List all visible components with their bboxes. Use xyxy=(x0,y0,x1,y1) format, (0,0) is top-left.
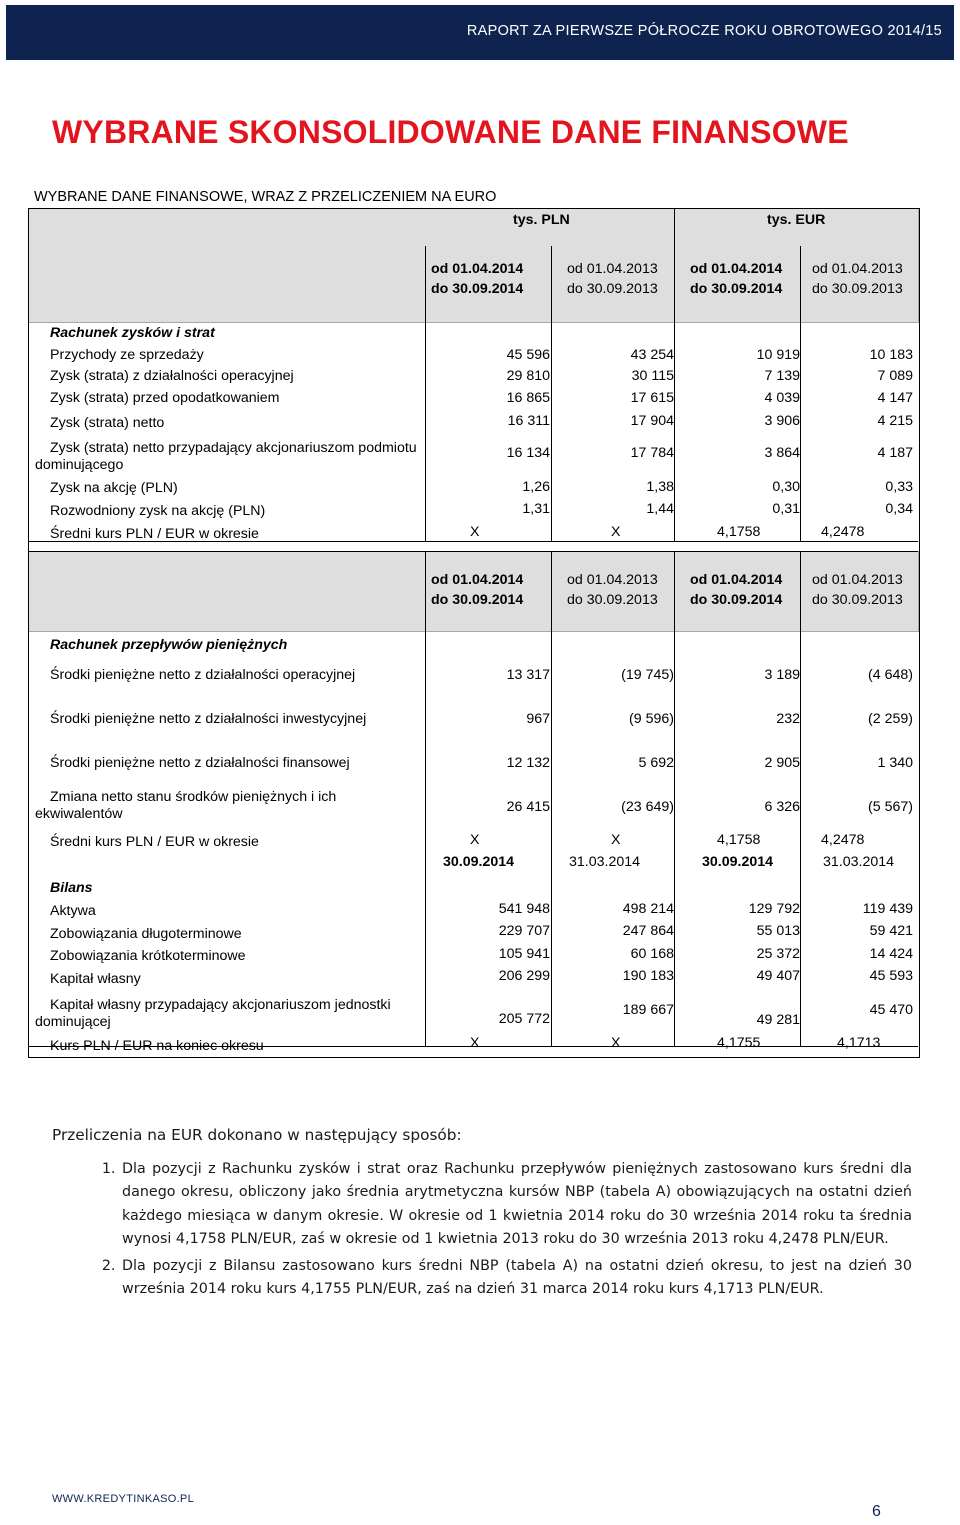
period-header-1: od 01.04.2014 do 30.09.2014 xyxy=(431,261,524,297)
report-title: RAPORT ZA PIERWSZE PÓŁROCZE ROKU OBROTOWEGO 2014/15 xyxy=(466,23,942,39)
balance-date-3: 30.09.2014 xyxy=(702,854,774,870)
conversion-notes xyxy=(52,1126,912,1306)
cashflow-heading: Rachunek przepływów pieniężnych xyxy=(50,637,288,653)
page-number: 6 xyxy=(872,1503,881,1520)
period-header-1: od 01.04.2014 do 30.09.2014 xyxy=(431,572,524,608)
balance-date-4: 31.03.2014 xyxy=(823,854,895,870)
footer-url[interactable]: WWW.KREDYTINKASO.PL xyxy=(52,1493,194,1505)
list-item: 2. Dla pozycji z Bilansu zastosowano kurs średni NBP (tabela A) na ostatni dzień okresu, to jest na dzień 30 września 2014 roku kurs 4,1755 PLN/EUR, zaś na dzień 31 marca 2014 roku kurs 4,1713 PLN/EUR. xyxy=(120,1255,912,1302)
period-header-3: od 01.04.2014 do 30.09.2014 xyxy=(690,572,783,608)
currency-header-pln: tys. PLN xyxy=(513,212,570,228)
balance-heading: Bilans xyxy=(50,880,93,896)
page-title: WYBRANE SKONSOLIDOWANE DANE FINANSOWE xyxy=(52,114,849,150)
period-header-2: od 01.04.2013 do 30.09.2013 xyxy=(567,261,658,297)
balance-date-2: 31.03.2014 xyxy=(569,854,641,870)
table-title: WYBRANE DANE FINANSOWE, WRAZ Z PRZELICZENIEM NA EURO xyxy=(34,189,497,205)
income-heading: Rachunek zysków i strat xyxy=(50,325,215,341)
notes-intro: Przeliczenia na EUR dokonano w następujący sposób: xyxy=(52,1126,462,1144)
period-header-3: od 01.04.2014 do 30.09.2014 xyxy=(690,261,783,297)
balance-date-1: 30.09.2014 xyxy=(443,854,515,870)
period-header-4: od 01.04.2013 do 30.09.2013 xyxy=(812,572,903,608)
period-header-4: od 01.04.2013 do 30.09.2013 xyxy=(812,261,903,297)
list-item: 1. Dla pozycji z Rachunku zysków i strat oraz Rachunku przepływów pieniężnych zastosowano kurs średni dla danego okresu, obliczony jako średnia arytmetyczna kursów NBP (tabela A) obowiązujących na ostatni dzień każdego miesiąca w danym okresie. W okresie od 1 kwietnia 2014 roku do 30 września 2014 roku ta średnia wynosi 4,1758 PLN/EUR, zaś w okresie od 1 kwietnia 2013 roku do 30 września 2013 roku 4,2478 PLN/EUR. xyxy=(120,1158,912,1251)
notes-list xyxy=(52,1158,912,1302)
financial-data-table: tys. PLN tys. EUR od 01.04.2014 do 30.09.2014 od 01.04.2013 do 30.09.2013 od 01.04.2014 do 30.09.2014 od 01.04.2013 do 30.09.2013 Rachunek zysków i strat Przychody ze sprzedaży 45 596 43 254 10 919 10 183 Zysk (strata) z działalności operacyjnej 29 810 30 115 7 139 7 089 Zysk (strata) przed opodatkowaniem 16 865 17 615 4 039 4 147 Zysk (strata) netto 16 311 17 904 3 906 4 215 Zysk (strata) netto przypadający akcjonariuszom podmiotu dominującego 16 134 17 784 3 864 4 187 Zysk na akcję (PLN) 1,26 1,38 0,30 0,33 Rozwodniony zysk na akcję (PLN) 1,31 1,44 0,31 0,34 Średni kurs PLN / EUR w okresie X X 4,1758 4,2478 od 01.04.2014 do 30.09.2014 od 01.04.2013 do 30.09.2013 od 01.04.2014 do 30.09.2014 od 01.04.2013 do 30.09.2013 Rachunek przepływów pieniężnych Środki pieniężne netto z działalności operacyjnej 13 317 (19 745) 3 189 (4 648) Środki pieniężne netto z działalności inwestycyjnej 967 (9 596) 232 (2 259) Środki pieniężne netto z działalności finansowej 12 132 5 692 2 905 1 340 Zmiana netto stanu środków pieniężnych i ich ekwiwalentów 26 415 (23 649) 6 326 (5 567) Średni kurs PLN / EUR w okresie X X 4,1758 4,2478 30.09.2014 31.03.2014 30.09.2014 31.03.2014 Bilans Aktywa 541 948 498 214 129 792 119 439 Zobowiązania długoterminowe 229 707 247 864 55 013 59 421 Zobowiązania krótkoterminowe 105 941 60 168 25 372 14 424 Kapitał własny 206 299 190 183 49 407 45 593 Kapitał własny przypadający akcjonariuszom jednostki dominującej 205 772 189 667 49 281 45 470 Kurs PLN / EUR na koniec okresu X X 4,1755 4,1713 xyxy=(28,208,920,1058)
report-header-bar xyxy=(6,5,954,60)
period-header-2: od 01.04.2013 do 30.09.2013 xyxy=(567,572,658,608)
currency-header-eur: tys. EUR xyxy=(767,212,826,228)
